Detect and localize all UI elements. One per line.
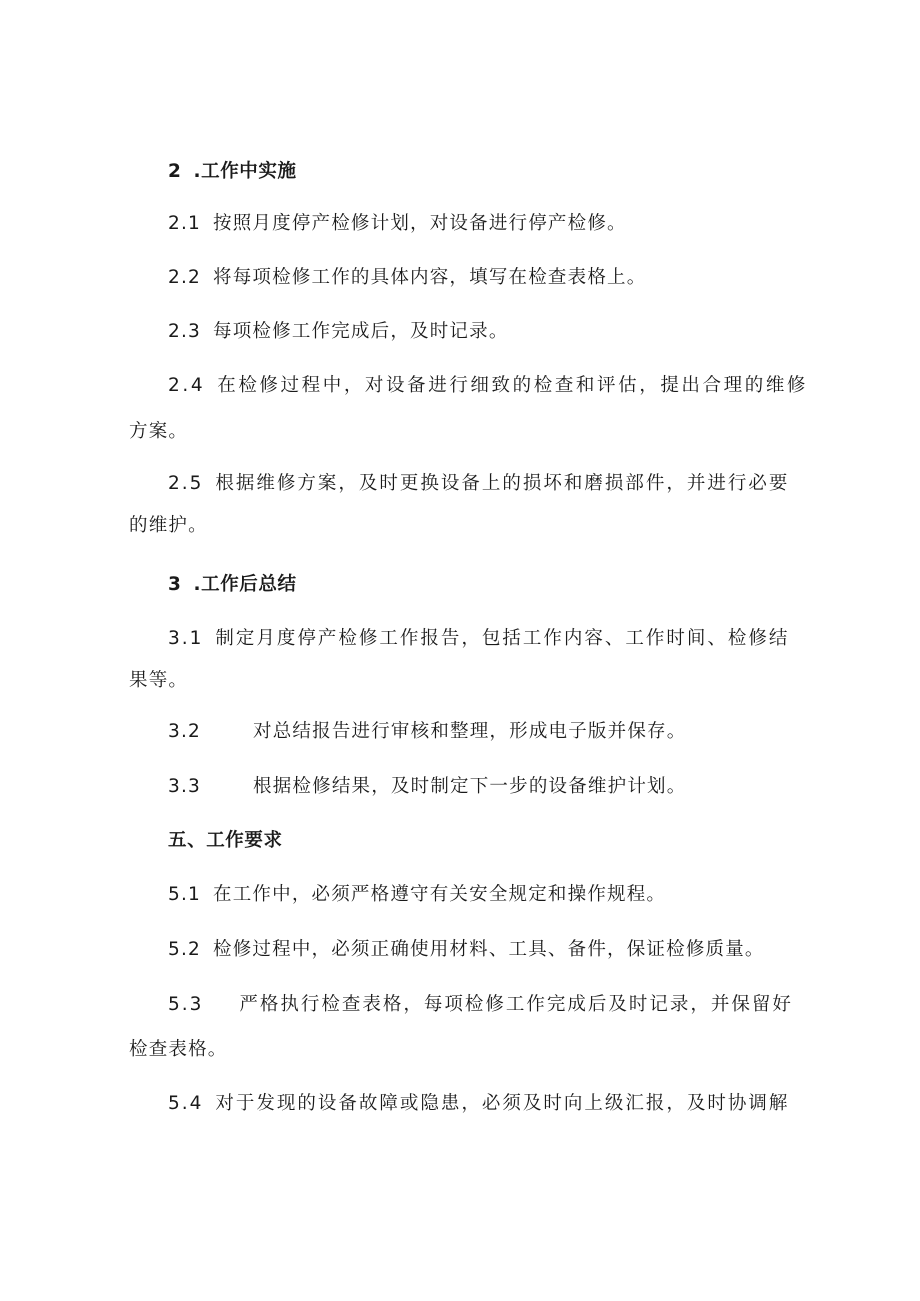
paragraph-3-3 [168,775,686,799]
item-text: 根据维修方案，及时更换设备上的损坏和磨损部件，并进行必要 [215,473,790,494]
section-title: 五、工作要求 [168,830,283,851]
paragraph-2-4-continued [129,420,188,444]
item-number: 2.3 [168,321,202,342]
item-text: 对于发现的设备故障或隐患，必须及时向上级汇报，及时协调解 [215,1093,790,1114]
item-number: 2.1 [168,213,202,234]
item-number: 5.1 [168,884,202,905]
paragraph-2-5-continued [129,514,208,538]
section-number: 3 [168,574,182,595]
paragraph-2-3 [168,320,509,344]
paragraph-5-2 [168,938,765,962]
paragraph-2-5 [168,472,789,496]
paragraph-3-1-continued [129,669,188,693]
item-number: 3.2 [168,721,202,742]
item-text-continued: 的维护。 [129,515,208,536]
item-number: 3.3 [168,776,202,797]
item-text-continued: 果等。 [129,670,189,691]
item-text: 检修过程中，必须正确使用材料、工具、备件，保证检修质量。 [213,939,765,960]
item-text: 将每项检修工作的具体内容，填写在检查表格上。 [213,267,647,288]
item-text: 在检修过程中，对设备进行细致的检查和评估，提出合理的维修 [217,375,809,396]
item-number: 2.2 [168,267,202,288]
item-text: 制定月度停产检修工作报告，包括工作内容、工作时间、检修结 [215,628,790,649]
paragraph-5-4 [168,1092,789,1116]
item-text: 按照月度停产检修计划，对设备进行停产检修。 [213,213,627,234]
section-2-heading [168,160,297,184]
paragraph-2-2 [168,266,646,290]
section-5-heading [168,829,283,853]
section-3-heading [168,573,297,597]
item-number: 5.3 [168,994,204,1015]
item-text: 每项检修工作完成后，及时记录。 [213,321,509,342]
paragraph-3-1 [168,627,789,651]
item-number: 2.5 [168,473,204,494]
paragraph-2-4 [168,374,808,398]
item-number: 3.1 [168,628,204,649]
item-text: 在工作中，必须严格遵守有关安全规定和操作规程。 [213,884,667,905]
paragraph-5-3-continued [129,1038,228,1062]
item-number: 2.4 [168,375,206,396]
item-number: 5.2 [168,939,202,960]
paragraph-5-3 [168,993,793,1017]
paragraph-5-1 [168,883,666,907]
section-title: .工作后总结 [193,574,297,595]
section-title: .工作中实施 [193,161,297,182]
item-number: 5.4 [168,1093,204,1114]
item-text: 对总结报告进行审核和整理，形成电子版并保存。 [253,721,687,742]
item-text: 严格执行检查表格，每项检修工作完成后及时记录，并保留好 [239,994,793,1015]
item-text-continued: 方案。 [129,421,189,442]
item-text-continued: 检查表格。 [129,1039,228,1060]
paragraph-2-1 [168,212,627,236]
item-text: 根据检修结果，及时制定下一步的设备维护计划。 [253,776,687,797]
section-number: 2 [168,161,182,182]
paragraph-3-2 [168,720,686,744]
